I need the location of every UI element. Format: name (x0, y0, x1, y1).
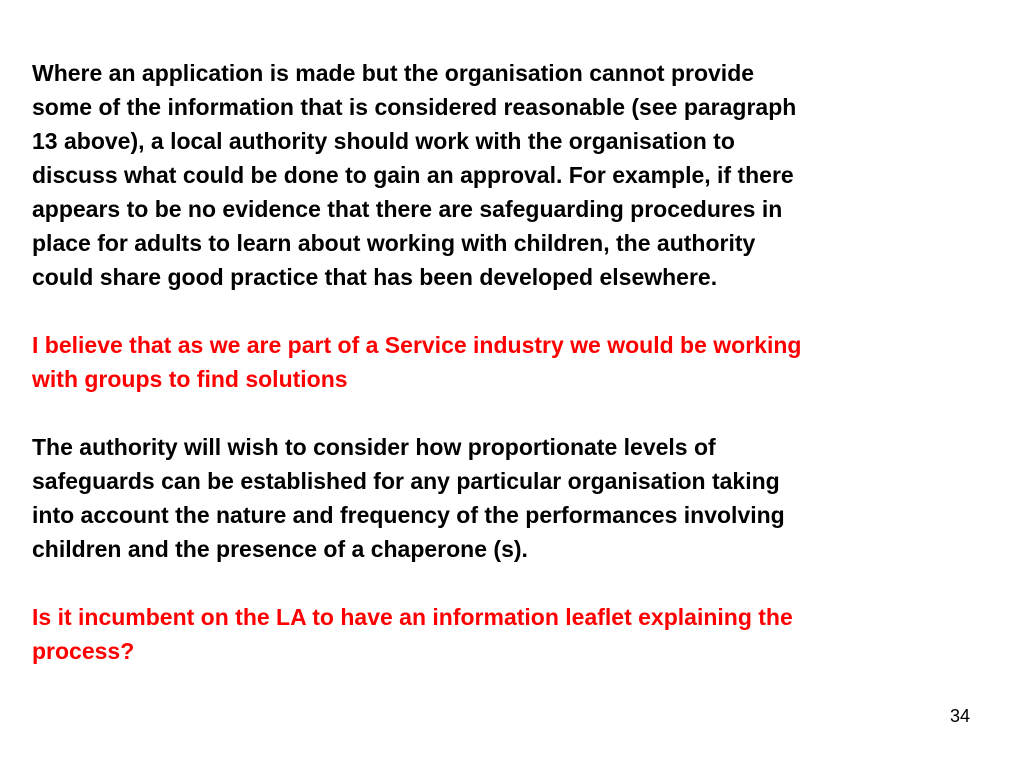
guidance-paragraph-application: Where an application is made but the organisation cannot provide some of the information that is considered reasonable (see paragraph 13 above), a local authority should work with the organisation to discuss what could be done to gain an approval. For example, if there appears to be no evidence that there are safeguarding procedures in place for adults to learn about working with children, the authority could share good practice that has been developed elsewhere. (32, 60, 797, 290)
comment-paragraph-service-industry: I believe that as we are part of a Service industry we would be working with groups to find solutions (32, 332, 802, 392)
guidance-paragraph-safeguards: The authority will wish to consider how proportionate levels of safeguards can be established for any particular organisation taking into account the nature and frequency of the performances involving children and the presence of a chaperone (s). (32, 434, 785, 562)
comment-paragraph-information-leaflet: Is it incumbent on the LA to have an information leaflet explaining the process? (32, 604, 793, 664)
page-number: 34 (949, 706, 970, 726)
slide-content (32, 56, 992, 702)
